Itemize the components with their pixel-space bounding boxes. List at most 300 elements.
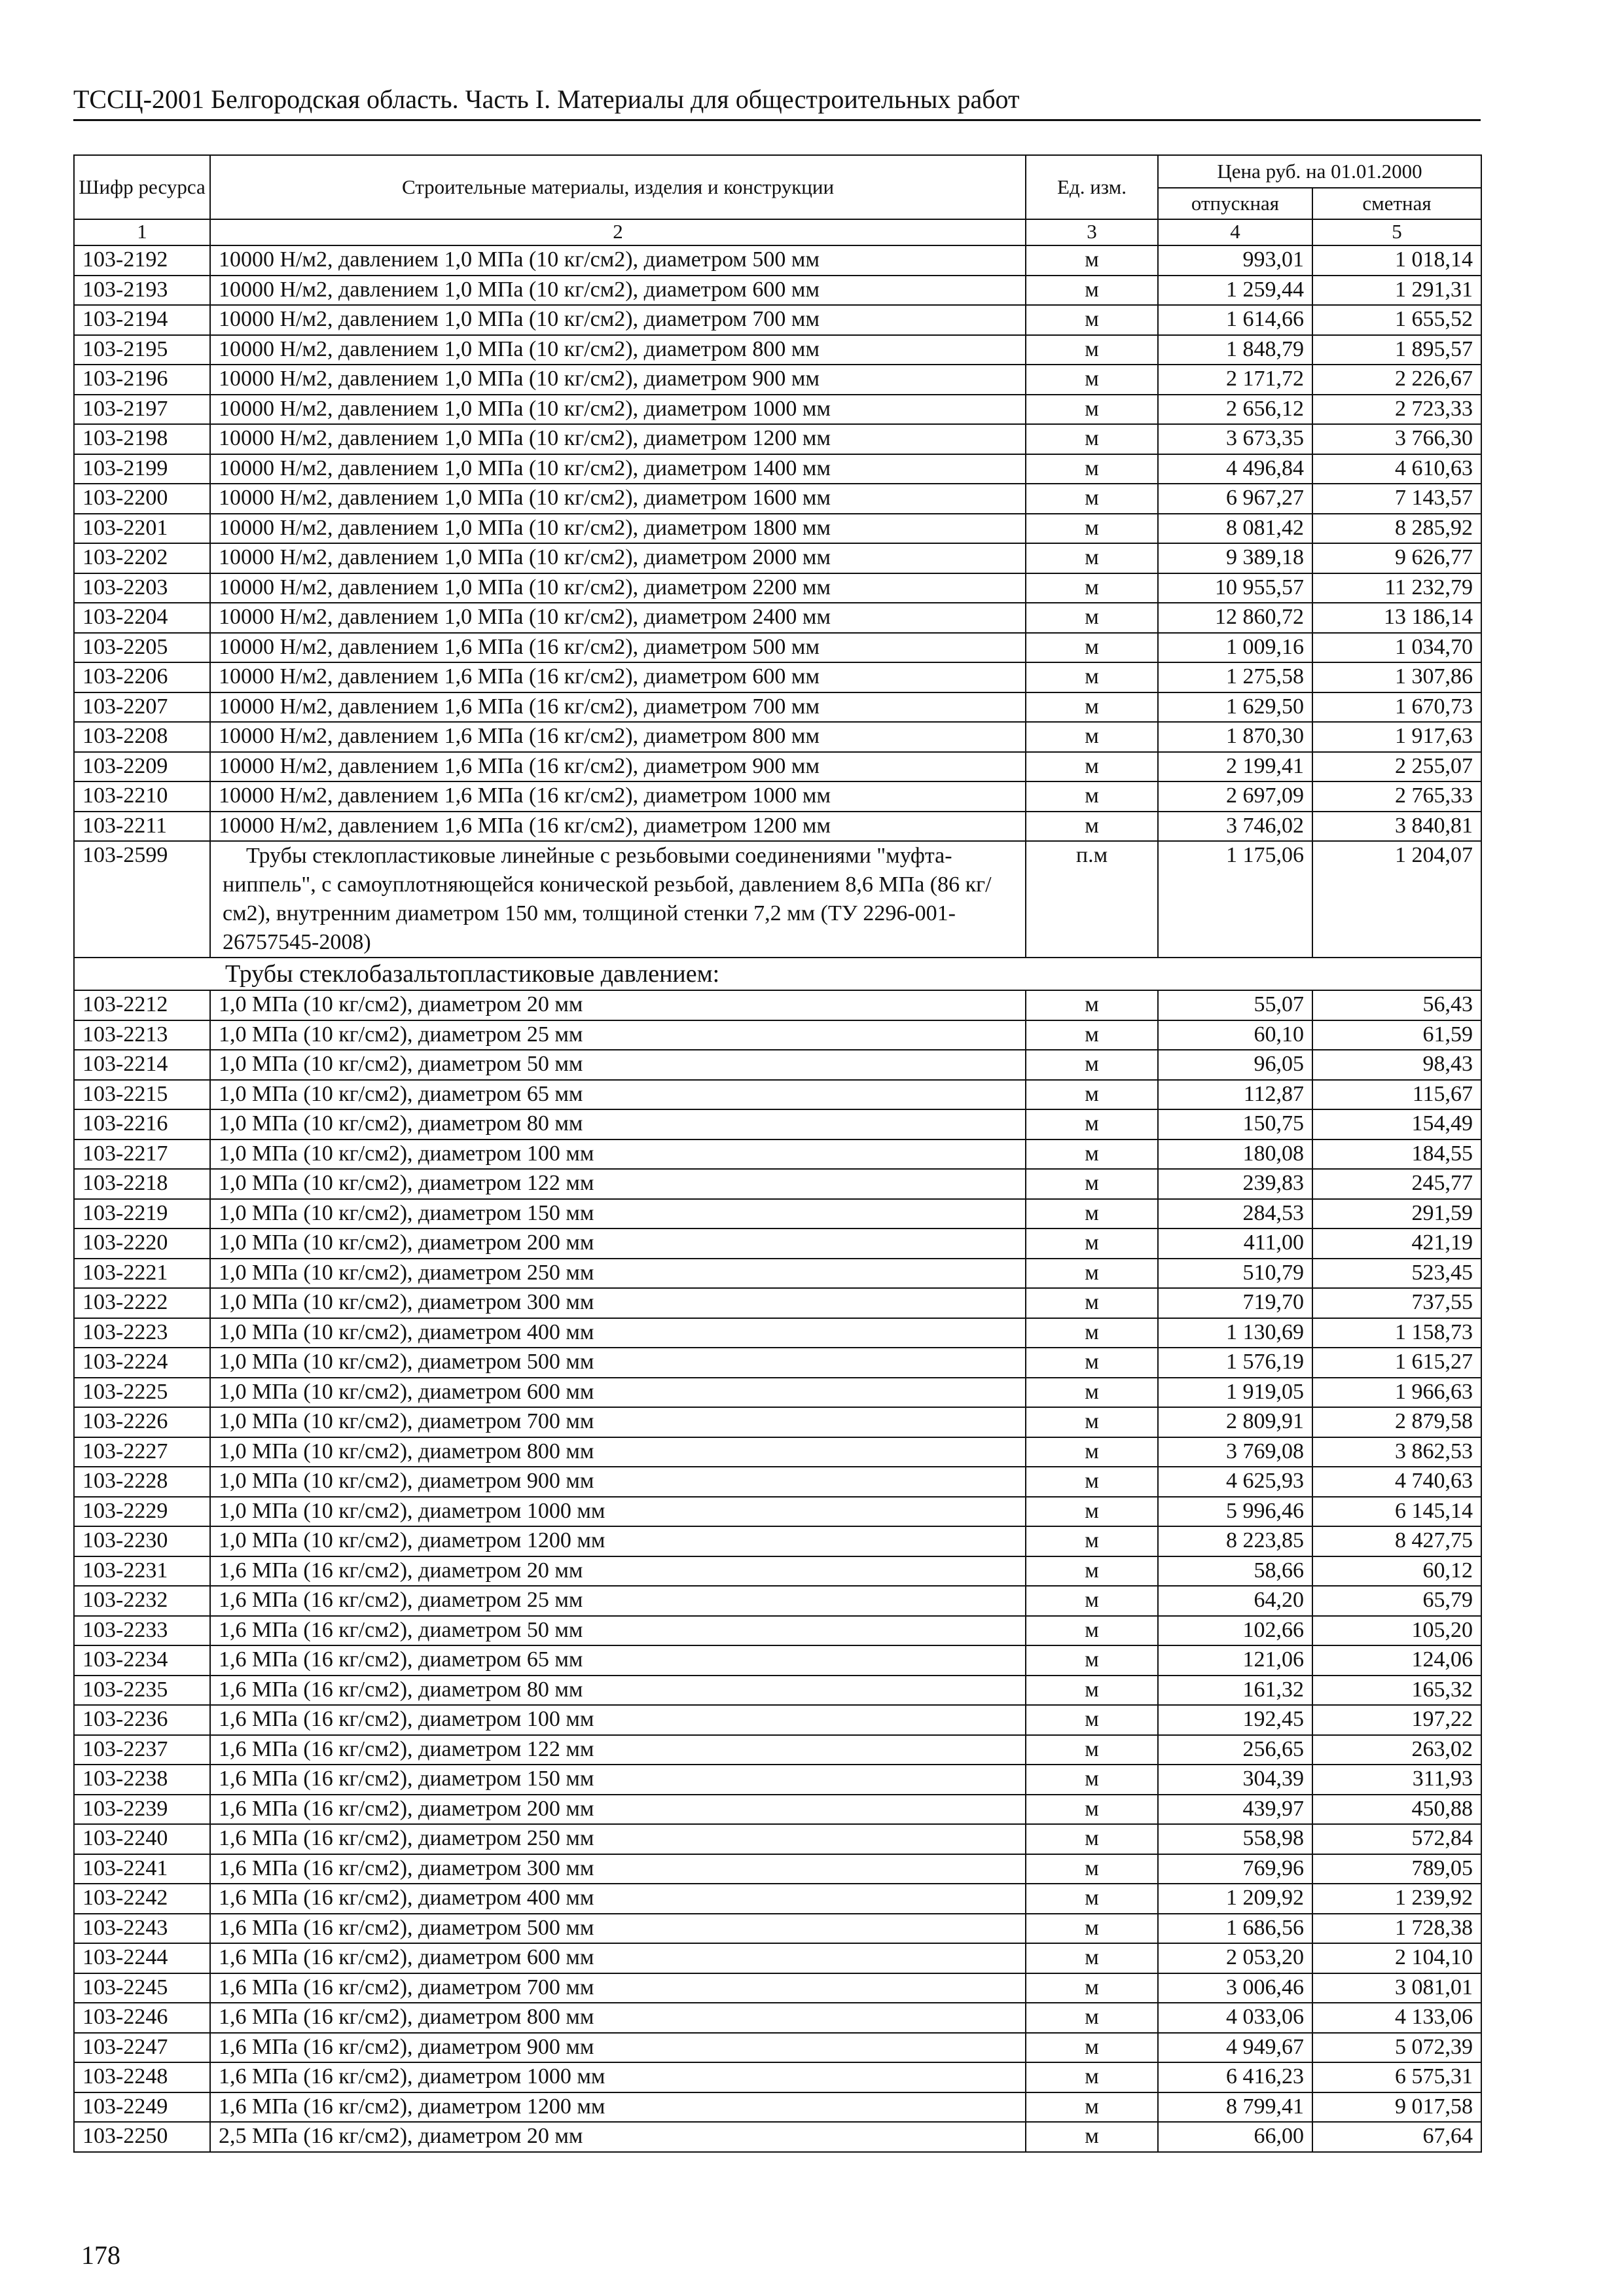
cell-release-price: 2 053,20 (1158, 1943, 1312, 1973)
cell-name: 10000 Н/м2, давлением 1,0 МПа (10 кг/см2), диаметром 700 мм (210, 305, 1026, 335)
cell-unit: м (1026, 603, 1158, 633)
header-divider (73, 119, 1481, 121)
cell-code: 103-2247 (74, 2033, 210, 2063)
table-body-special (74, 841, 1481, 990)
table-row (74, 365, 1481, 395)
col-number: 5 (1312, 219, 1481, 245)
cell-code: 103-2235 (74, 1676, 210, 1706)
cell-code: 103-2242 (74, 1884, 210, 1914)
cell-unit: м (1026, 1765, 1158, 1795)
cell-code: 103-2219 (74, 1199, 210, 1229)
cell-code: 103-2193 (74, 276, 210, 306)
cell-code: 103-2210 (74, 781, 210, 812)
cell-estimate-price: 1 728,38 (1312, 1914, 1481, 1944)
cell-name: 1,0 МПа (10 кг/см2), диаметром 200 мм (210, 1229, 1026, 1259)
cell-release-price: 8 799,41 (1158, 2092, 1312, 2123)
cell-unit: м (1026, 1854, 1158, 1884)
cell-unit: м (1026, 2003, 1158, 2033)
cell-estimate-price: 1 917,63 (1312, 722, 1481, 752)
cell-estimate-price: 291,59 (1312, 1199, 1481, 1229)
cell-release-price: 1 259,44 (1158, 276, 1312, 306)
table-row (74, 1259, 1481, 1289)
cell-unit: м (1026, 1616, 1158, 1646)
cell-release-price: 1 848,79 (1158, 335, 1312, 365)
cell-code: 103-2241 (74, 1854, 210, 1884)
table-row (74, 1437, 1481, 1467)
column-number-row (74, 219, 1481, 245)
cell-release-price: 439,97 (1158, 1795, 1312, 1825)
cell-estimate-price: 65,79 (1312, 1586, 1481, 1616)
cell-code: 103-2217 (74, 1139, 210, 1170)
cell-name: 1,6 МПа (16 кг/см2), диаметром 1200 мм (210, 2092, 1026, 2123)
cell-release-price: 304,39 (1158, 1765, 1312, 1795)
table-row (74, 1497, 1481, 1527)
table-row (74, 781, 1481, 812)
cell-name: 10000 Н/м2, давлением 1,0 МПа (10 кг/см2), диаметром 1600 мм (210, 484, 1026, 514)
table-row (74, 1378, 1481, 1408)
cell-estimate-price: 2 226,67 (1312, 365, 1481, 395)
cell-release-price: 3 006,46 (1158, 1973, 1312, 2003)
cell-release-price: 4 949,67 (1158, 2033, 1312, 2063)
cell-name: 1,6 МПа (16 кг/см2), диаметром 50 мм (210, 1616, 1026, 1646)
cell-name: 1,0 МПа (10 кг/см2), диаметром 300 мм (210, 1288, 1026, 1318)
table-row (74, 1765, 1481, 1795)
cell-code: 103-2239 (74, 1795, 210, 1825)
col-header-estimate: сметная (1312, 188, 1481, 219)
table-row (74, 1348, 1481, 1378)
cell-estimate-price: 1 966,63 (1312, 1378, 1481, 1408)
table-row (74, 1973, 1481, 2003)
cell-release-price: 558,98 (1158, 1824, 1312, 1854)
cell-unit: м (1026, 1348, 1158, 1378)
cell-name: 1,0 МПа (10 кг/см2), диаметром 500 мм (210, 1348, 1026, 1378)
cell-unit: м (1026, 1705, 1158, 1735)
table-row (74, 1407, 1481, 1437)
cell-unit: м (1026, 1020, 1158, 1050)
table-body-pipes-10000 (74, 245, 1481, 841)
cell-name: 1,0 МПа (10 кг/см2), диаметром 25 мм (210, 1020, 1026, 1050)
cell-estimate-price: 1 239,92 (1312, 1884, 1481, 1914)
table-row (74, 1467, 1481, 1497)
table-row (74, 1139, 1481, 1170)
cell-unit: м (1026, 1676, 1158, 1706)
cell-code: 103-2192 (74, 245, 210, 276)
cell-name: 10000 Н/м2, давлением 1,6 МПа (16 кг/см2), диаметром 600 мм (210, 662, 1026, 692)
cell-unit: м (1026, 1914, 1158, 1944)
cell-unit: м (1026, 1259, 1158, 1289)
cell-unit: м (1026, 722, 1158, 752)
table-head (74, 155, 1481, 245)
cell-unit: м (1026, 573, 1158, 603)
cell-unit: м (1026, 454, 1158, 484)
table-row (74, 2092, 1481, 2123)
cell-release-price: 2 697,09 (1158, 781, 1312, 812)
cell-release-price: 112,87 (1158, 1080, 1312, 1110)
cell-estimate-price: 3 766,30 (1312, 424, 1481, 454)
cell-unit: м (1026, 424, 1158, 454)
table-row (74, 1735, 1481, 1765)
cell-release-price: 8 081,42 (1158, 514, 1312, 544)
cell-unit: м (1026, 1497, 1158, 1527)
cell-estimate-price: 6 145,14 (1312, 1497, 1481, 1527)
cell-code: 103-2240 (74, 1824, 210, 1854)
cell-name: 1,6 МПа (16 кг/см2), диаметром 250 мм (210, 1824, 1026, 1854)
cell-release-price: 2 656,12 (1158, 395, 1312, 425)
cell-unit: м (1026, 1824, 1158, 1854)
cell-release-price: 4 625,93 (1158, 1467, 1312, 1497)
table-row (74, 1020, 1481, 1050)
cell-estimate-price: 60,12 (1312, 1556, 1481, 1587)
cell-name: 10000 Н/м2, давлением 1,0 МПа (10 кг/см2), диаметром 2200 мм (210, 573, 1026, 603)
cell-code: 103-2237 (74, 1735, 210, 1765)
table-row (74, 1080, 1481, 1110)
cell-unit: п.м (1026, 841, 1158, 958)
cell-name: 1,6 МПа (16 кг/см2), диаметром 500 мм (210, 1914, 1026, 1944)
cell-unit: м (1026, 1795, 1158, 1825)
cell-unit: м (1026, 276, 1158, 306)
cell-name: 1,6 МПа (16 кг/см2), диаметром 900 мм (210, 2033, 1026, 2063)
cell-code: 103-2224 (74, 1348, 210, 1378)
cell-estimate-price: 2 765,33 (1312, 781, 1481, 812)
cell-unit: м (1026, 1735, 1158, 1765)
cell-unit: м (1026, 395, 1158, 425)
cell-estimate-price: 1 307,86 (1312, 662, 1481, 692)
cell-estimate-price: 7 143,57 (1312, 484, 1481, 514)
cell-estimate-price: 311,93 (1312, 1765, 1481, 1795)
cell-name: 1,6 МПа (16 кг/см2), диаметром 800 мм (210, 2003, 1026, 2033)
table-row (74, 245, 1481, 276)
cell-name: 1,0 МПа (10 кг/см2), диаметром 1000 мм (210, 1497, 1026, 1527)
cell-release-price: 510,79 (1158, 1259, 1312, 1289)
cell-estimate-price: 737,55 (1312, 1288, 1481, 1318)
cell-estimate-price: 105,20 (1312, 1616, 1481, 1646)
cell-name: 10000 Н/м2, давлением 1,0 МПа (10 кг/см2), диаметром 2000 мм (210, 543, 1026, 573)
cell-release-price: 9 389,18 (1158, 543, 1312, 573)
cell-unit: м (1026, 1467, 1158, 1497)
table-row (74, 1229, 1481, 1259)
cell-name: 10000 Н/м2, давлением 1,0 МПа (10 кг/см2), диаметром 1400 мм (210, 454, 1026, 484)
cell-estimate-price: 1 034,70 (1312, 633, 1481, 663)
table-row (74, 1526, 1481, 1556)
cell-code: 103-2246 (74, 2003, 210, 2033)
table-row (74, 424, 1481, 454)
cell-release-price: 3 746,02 (1158, 812, 1312, 842)
cell-estimate-price: 523,45 (1312, 1259, 1481, 1289)
cell-estimate-price: 3 840,81 (1312, 812, 1481, 842)
cell-estimate-price: 572,84 (1312, 1824, 1481, 1854)
cell-release-price: 4 496,84 (1158, 454, 1312, 484)
cell-estimate-price: 1 895,57 (1312, 335, 1481, 365)
cell-unit: м (1026, 1139, 1158, 1170)
cell-code: 103-2250 (74, 2122, 210, 2152)
cell-unit: м (1026, 2092, 1158, 2123)
cell-estimate-price: 98,43 (1312, 1050, 1481, 1080)
cell-release-price: 66,00 (1158, 2122, 1312, 2152)
cell-estimate-price: 154,49 (1312, 1109, 1481, 1139)
cell-name: 10000 Н/м2, давлением 1,0 МПа (10 кг/см2), диаметром 500 мм (210, 245, 1026, 276)
cell-name: 1,0 МПа (10 кг/см2), диаметром 150 мм (210, 1199, 1026, 1229)
cell-release-price: 1 175,06 (1158, 841, 1312, 958)
cell-estimate-price: 8 427,75 (1312, 1526, 1481, 1556)
table-row (74, 2062, 1481, 2092)
cell-estimate-price: 9 626,77 (1312, 543, 1481, 573)
cell-code: 103-2230 (74, 1526, 210, 1556)
cell-name: 1,6 МПа (16 кг/см2), диаметром 150 мм (210, 1765, 1026, 1795)
cell-release-price: 1 576,19 (1158, 1348, 1312, 1378)
cell-name: 10000 Н/м2, давлением 1,6 МПа (16 кг/см2), диаметром 800 мм (210, 722, 1026, 752)
cell-name: 1,0 МПа (10 кг/см2), диаметром 122 мм (210, 1169, 1026, 1199)
table-row (74, 1705, 1481, 1735)
col-header-price: Цена руб. на 01.01.2000 (1158, 155, 1481, 188)
cell-estimate-price: 13 186,14 (1312, 603, 1481, 633)
cell-name: Трубы стеклопластиковые линейные с резьбовыми соединениями "муфта-ниппель", с самоуплотняющейся конической резьбой, давлением 8,6 МПа (86 кг/см2), внутренним диаметром 150 мм, толщиной стенки 7,2 мм (ТУ 2296-001-26757545-2008) (210, 841, 1026, 958)
cell-unit: м (1026, 633, 1158, 663)
cell-release-price: 192,45 (1158, 1705, 1312, 1735)
cell-release-price: 58,66 (1158, 1556, 1312, 1587)
cell-name: 10000 Н/м2, давлением 1,0 МПа (10 кг/см2), диаметром 2400 мм (210, 603, 1026, 633)
cell-name: 10000 Н/м2, давлением 1,6 МПа (16 кг/см2), диаметром 900 мм (210, 752, 1026, 782)
cell-name: 1,6 МПа (16 кг/см2), диаметром 25 мм (210, 1586, 1026, 1616)
cell-release-price: 8 223,85 (1158, 1526, 1312, 1556)
cell-code: 103-2206 (74, 662, 210, 692)
cell-name: 10000 Н/м2, давлением 1,0 МПа (10 кг/см2), диаметром 600 мм (210, 276, 1026, 306)
cell-release-price: 10 955,57 (1158, 573, 1312, 603)
cell-estimate-price: 9 017,58 (1312, 2092, 1481, 2123)
table-row (74, 1109, 1481, 1139)
table-row (74, 752, 1481, 782)
table-row (74, 812, 1481, 842)
cell-name: 10000 Н/м2, давлением 1,0 МПа (10 кг/см2), диаметром 1800 мм (210, 514, 1026, 544)
cell-unit: м (1026, 1526, 1158, 1556)
table-row (74, 1288, 1481, 1318)
cell-code: 103-2207 (74, 692, 210, 723)
cell-estimate-price: 6 575,31 (1312, 2062, 1481, 2092)
table-row (74, 1884, 1481, 1914)
cell-code: 103-2220 (74, 1229, 210, 1259)
cell-release-price: 4 033,06 (1158, 2003, 1312, 2033)
cell-code: 103-2201 (74, 514, 210, 544)
cell-unit: м (1026, 1288, 1158, 1318)
table-row (74, 633, 1481, 663)
col-header-unit: Ед. изм. (1026, 155, 1158, 219)
cell-name: 1,0 МПа (10 кг/см2), диаметром 250 мм (210, 1259, 1026, 1289)
cell-name: 1,0 МПа (10 кг/см2), диаметром 600 мм (210, 1378, 1026, 1408)
cell-name: 1,0 МПа (10 кг/см2), диаметром 80 мм (210, 1109, 1026, 1139)
cell-release-price: 1 629,50 (1158, 692, 1312, 723)
col-number: 1 (74, 219, 210, 245)
cell-unit: м (1026, 335, 1158, 365)
cell-name: 1,0 МПа (10 кг/см2), диаметром 400 мм (210, 1318, 1026, 1348)
col-number: 3 (1026, 219, 1158, 245)
cell-code: 103-2228 (74, 1467, 210, 1497)
cell-release-price: 993,01 (1158, 245, 1312, 276)
table-row (74, 1318, 1481, 1348)
cell-name: 1,0 МПа (10 кг/см2), диаметром 20 мм (210, 990, 1026, 1020)
cell-name: 10000 Н/м2, давлением 1,0 МПа (10 кг/см2), диаметром 900 мм (210, 365, 1026, 395)
cell-code: 103-2214 (74, 1050, 210, 1080)
cell-code: 103-2218 (74, 1169, 210, 1199)
table-row (74, 1586, 1481, 1616)
cell-name: 10000 Н/м2, давлением 1,6 МПа (16 кг/см2), диаметром 500 мм (210, 633, 1026, 663)
cell-estimate-price: 1 615,27 (1312, 1348, 1481, 1378)
cell-name: 10000 Н/м2, давлением 1,6 МПа (16 кг/см2), диаметром 700 мм (210, 692, 1026, 723)
cell-unit: м (1026, 1109, 1158, 1139)
col-number: 2 (210, 219, 1026, 245)
cell-release-price: 60,10 (1158, 1020, 1312, 1050)
cell-code: 103-2231 (74, 1556, 210, 1587)
table-row (74, 1676, 1481, 1706)
cell-release-price: 161,32 (1158, 1676, 1312, 1706)
table-row (74, 1556, 1481, 1587)
cell-unit: м (1026, 1169, 1158, 1199)
cell-estimate-price: 1 018,14 (1312, 245, 1481, 276)
cell-unit: м (1026, 662, 1158, 692)
cell-unit: м (1026, 752, 1158, 782)
cell-unit: м (1026, 543, 1158, 573)
cell-estimate-price: 1 670,73 (1312, 692, 1481, 723)
cell-unit: м (1026, 1050, 1158, 1080)
cell-estimate-price: 2 255,07 (1312, 752, 1481, 782)
cell-code: 103-2198 (74, 424, 210, 454)
table-row (74, 1616, 1481, 1646)
table-row (74, 484, 1481, 514)
cell-name: 1,0 МПа (10 кг/см2), диаметром 700 мм (210, 1407, 1026, 1437)
cell-name: 1,6 МПа (16 кг/см2), диаметром 400 мм (210, 1884, 1026, 1914)
table-row (74, 454, 1481, 484)
cell-unit: м (1026, 245, 1158, 276)
cell-release-price: 2 171,72 (1158, 365, 1312, 395)
cell-release-price: 1 130,69 (1158, 1318, 1312, 1348)
cell-estimate-price: 184,55 (1312, 1139, 1481, 1170)
cell-code: 103-2238 (74, 1765, 210, 1795)
cell-name: 2,5 МПа (16 кг/см2), диаметром 20 мм (210, 2122, 1026, 2152)
cell-estimate-price: 3 862,53 (1312, 1437, 1481, 1467)
cell-estimate-price: 8 285,92 (1312, 514, 1481, 544)
table-row (74, 841, 1481, 958)
cell-estimate-price: 11 232,79 (1312, 573, 1481, 603)
table-row (74, 1645, 1481, 1676)
cell-name: 10000 Н/м2, давлением 1,6 МПа (16 кг/см2), диаметром 1000 мм (210, 781, 1026, 812)
cell-name: 1,6 МПа (16 кг/см2), диаметром 65 мм (210, 1645, 1026, 1676)
cell-release-price: 1 870,30 (1158, 722, 1312, 752)
cell-code: 103-2213 (74, 1020, 210, 1050)
table-row (74, 1914, 1481, 1944)
table-row (74, 1050, 1481, 1080)
table-row (74, 1795, 1481, 1825)
cell-code: 103-2234 (74, 1645, 210, 1676)
table-row (74, 1169, 1481, 1199)
cell-estimate-price: 2 879,58 (1312, 1407, 1481, 1437)
cell-code: 103-2216 (74, 1109, 210, 1139)
cell-code: 103-2208 (74, 722, 210, 752)
cell-estimate-price: 421,19 (1312, 1229, 1481, 1259)
cell-unit: м (1026, 1943, 1158, 1973)
cell-release-price: 64,20 (1158, 1586, 1312, 1616)
cell-estimate-price: 197,22 (1312, 1705, 1481, 1735)
cell-release-price: 102,66 (1158, 1616, 1312, 1646)
cell-estimate-price: 5 072,39 (1312, 2033, 1481, 2063)
cell-code: 103-2248 (74, 2062, 210, 2092)
cell-release-price: 719,70 (1158, 1288, 1312, 1318)
cell-unit: м (1026, 1884, 1158, 1914)
cell-estimate-price: 61,59 (1312, 1020, 1481, 1050)
cell-estimate-price: 1 655,52 (1312, 305, 1481, 335)
section-title: Трубы стеклобазальтопластиковые давлением: (74, 958, 1481, 990)
cell-name: 1,6 МПа (16 кг/см2), диаметром 122 мм (210, 1735, 1026, 1765)
cell-code: 103-2204 (74, 603, 210, 633)
cell-release-price: 150,75 (1158, 1109, 1312, 1139)
cell-code: 103-2245 (74, 1973, 210, 2003)
cell-release-price: 6 416,23 (1158, 2062, 1312, 2092)
cell-estimate-price: 4 740,63 (1312, 1467, 1481, 1497)
cell-name: 1,6 МПа (16 кг/см2), диаметром 300 мм (210, 1854, 1026, 1884)
cell-estimate-price: 1 158,73 (1312, 1318, 1481, 1348)
table-row (74, 1943, 1481, 1973)
cell-code: 103-2244 (74, 1943, 210, 1973)
cell-code: 103-2221 (74, 1259, 210, 1289)
cell-unit: м (1026, 305, 1158, 335)
cell-unit: м (1026, 990, 1158, 1020)
cell-name: 1,6 МПа (16 кг/см2), диаметром 100 мм (210, 1705, 1026, 1735)
cell-name: 1,6 МПа (16 кг/см2), диаметром 200 мм (210, 1795, 1026, 1825)
cell-name: 10000 Н/м2, давлением 1,0 МПа (10 кг/см2), диаметром 1200 мм (210, 424, 1026, 454)
table-row (74, 514, 1481, 544)
cell-name: 1,0 МПа (10 кг/см2), диаметром 50 мм (210, 1050, 1026, 1080)
cell-release-price: 1 919,05 (1158, 1378, 1312, 1408)
cell-code: 103-2202 (74, 543, 210, 573)
cell-release-price: 1 275,58 (1158, 662, 1312, 692)
cell-unit: м (1026, 365, 1158, 395)
cell-estimate-price: 263,02 (1312, 1735, 1481, 1765)
cell-code: 103-2194 (74, 305, 210, 335)
cell-estimate-price: 2 723,33 (1312, 395, 1481, 425)
cell-release-price: 256,65 (1158, 1735, 1312, 1765)
cell-unit: м (1026, 484, 1158, 514)
cell-code: 103-2249 (74, 2092, 210, 2123)
table-body-basalt-pipes (74, 990, 1481, 2152)
cell-release-price: 3 673,35 (1158, 424, 1312, 454)
cell-code: 103-2195 (74, 335, 210, 365)
cell-unit: м (1026, 1556, 1158, 1587)
table-row (74, 1824, 1481, 1854)
cell-release-price: 180,08 (1158, 1139, 1312, 1170)
cell-unit: м (1026, 1973, 1158, 2003)
cell-unit: м (1026, 1407, 1158, 1437)
cell-release-price: 121,06 (1158, 1645, 1312, 1676)
cell-release-price: 55,07 (1158, 990, 1312, 1020)
cell-code: 103-2209 (74, 752, 210, 782)
table-row (74, 573, 1481, 603)
table-row (74, 990, 1481, 1020)
cell-unit: м (1026, 2033, 1158, 2063)
resource-price-table (73, 154, 1482, 2153)
cell-unit: м (1026, 1378, 1158, 1408)
cell-code: 103-2203 (74, 573, 210, 603)
cell-code: 103-2232 (74, 1586, 210, 1616)
cell-unit: м (1026, 1080, 1158, 1110)
cell-code: 103-2222 (74, 1288, 210, 1318)
cell-release-price: 1 209,92 (1158, 1884, 1312, 1914)
cell-code: 103-2243 (74, 1914, 210, 1944)
cell-unit: м (1026, 692, 1158, 723)
table-row (74, 276, 1481, 306)
cell-name: 1,6 МПа (16 кг/см2), диаметром 700 мм (210, 1973, 1026, 2003)
cell-unit: м (1026, 781, 1158, 812)
cell-estimate-price: 115,67 (1312, 1080, 1481, 1110)
cell-name: 1,6 МПа (16 кг/см2), диаметром 80 мм (210, 1676, 1026, 1706)
cell-release-price: 6 967,27 (1158, 484, 1312, 514)
cell-code: 103-2199 (74, 454, 210, 484)
